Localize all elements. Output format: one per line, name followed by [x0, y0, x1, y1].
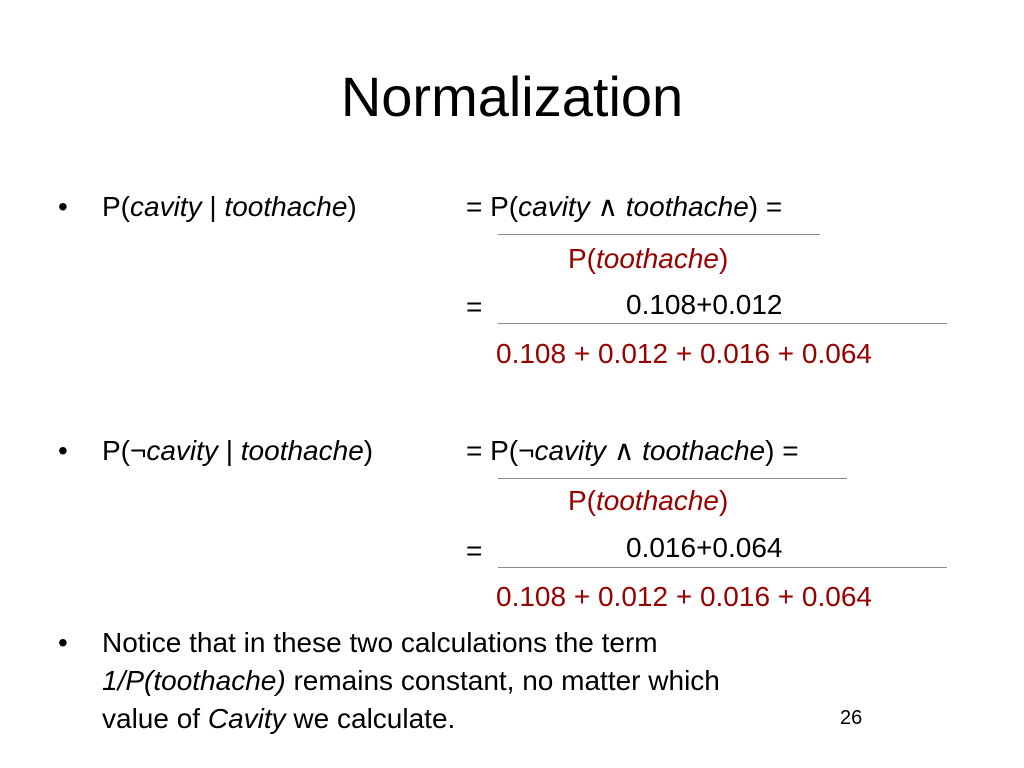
block2-eq1-cavity: cavity	[534, 435, 607, 466]
block2-eq1-toothache: toothache	[642, 435, 766, 466]
notice-line-3	[102, 700, 902, 738]
block2-lhs-prefix: P(¬	[102, 435, 147, 466]
block1-eq1-cavity: cavity	[518, 191, 590, 222]
notice-line-3-end: we calculate.	[285, 703, 456, 734]
slide-title: Normalization	[340, 65, 684, 128]
block1-equals-2: =	[466, 291, 483, 322]
block1-eq1-prefix: = P(	[466, 191, 519, 222]
block1-lhs-prefix: P(	[102, 191, 130, 222]
block2-eq1	[466, 434, 799, 468]
block2-denominator-1	[568, 484, 728, 518]
block1-lhs-bar: |	[201, 191, 225, 222]
block1-fraction-line-1	[498, 234, 820, 235]
block2-den1-toothache: toothache	[596, 485, 719, 516]
notice-line-2-rest: remains constant, no matter which	[285, 665, 720, 696]
block1-numerator-2: 0.108+0.012	[626, 289, 783, 320]
page-number: 26	[840, 707, 863, 729]
block2-den1-close: )	[719, 485, 729, 516]
block2-lhs	[102, 434, 373, 468]
notice-italic-term: 1/P(toothache)	[102, 665, 286, 696]
block2-fraction-line-1	[498, 478, 847, 479]
block2-numerator-2: 0.016+0.064	[626, 532, 783, 563]
bullet-3-marker: •	[58, 627, 68, 658]
block2-eq1-prefix: = P(¬	[466, 435, 535, 466]
notice-paragraph	[102, 624, 902, 738]
block2-equals-2: =	[466, 535, 483, 566]
notice-line-1: Notice that in these two calculations the term	[102, 627, 658, 658]
block2-den1-prefix: P(	[568, 485, 596, 516]
block2-lhs-close: )	[363, 435, 374, 466]
block2-fraction-line-2	[498, 567, 947, 568]
block2-eq1-close: ) =	[765, 435, 799, 466]
block2-denominator-2: 0.108 + 0.012 + 0.016 + 0.064	[496, 581, 873, 612]
block1-eq1-close: ) =	[748, 191, 783, 222]
notice-line-3-start: value of	[102, 703, 208, 734]
block1-denominator-2: 0.108 + 0.012 + 0.016 + 0.064	[496, 338, 873, 369]
block2-lhs-cavity: cavity	[146, 435, 218, 466]
block1-fraction-line-2	[498, 323, 947, 324]
block1-eq1-toothache: toothache	[625, 191, 749, 222]
block1-denominator-1	[568, 242, 728, 276]
block1-lhs-close: )	[347, 191, 357, 222]
block1-den1-toothache: toothache	[596, 243, 719, 274]
block1-eq1-and: ∧	[589, 191, 626, 222]
block1-lhs	[102, 190, 357, 224]
bullet-1-marker: •	[58, 191, 68, 222]
notice-line-2	[102, 662, 902, 700]
block2-lhs-toothache: toothache	[240, 435, 364, 466]
block1-lhs-cavity: cavity	[130, 191, 202, 222]
block2-eq1-and: ∧	[606, 435, 643, 466]
notice-italic-cavity: Cavity	[207, 703, 286, 734]
block1-eq1	[466, 190, 782, 224]
bullet-2-marker: •	[58, 435, 68, 466]
block1-lhs-toothache: toothache	[224, 191, 348, 222]
block1-den1-close: )	[719, 243, 729, 274]
block2-lhs-bar: |	[217, 435, 241, 466]
block1-den1-prefix: P(	[568, 243, 596, 274]
